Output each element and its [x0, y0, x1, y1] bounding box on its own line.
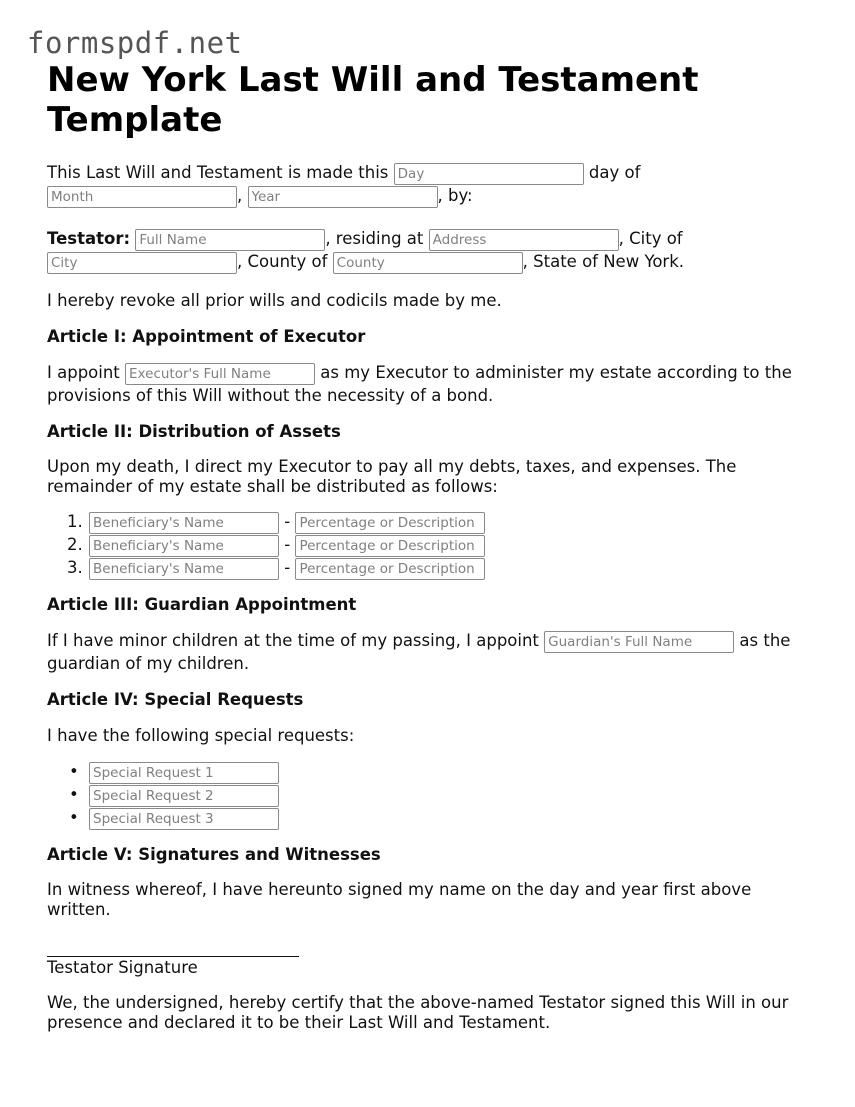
executor-input[interactable] [125, 363, 315, 385]
list-item [67, 511, 807, 534]
beneficiary-number: 1. [67, 512, 83, 531]
beneficiary-name-input[interactable] [89, 558, 279, 580]
year-input[interactable] [248, 186, 438, 208]
article-4-heading: Article IV: Special Requests [47, 690, 304, 709]
special-request-input[interactable] [89, 808, 279, 830]
article-1-text-1: I appoint [47, 363, 120, 382]
beneficiary-share-input[interactable] [295, 558, 485, 580]
article-3-heading: Article III: Guardian Appointment [47, 595, 357, 614]
article-3-text-1: If I have minor children at the time of my passing, I appoint [47, 631, 539, 650]
intro-text-3: , by: [437, 186, 473, 205]
signature-label: Testator Signature [47, 958, 198, 977]
day-input[interactable] [394, 163, 584, 185]
article-3-paragraph [47, 630, 807, 675]
special-request-input[interactable] [89, 785, 279, 807]
page-title: New York Last Will and Testament Template [47, 60, 699, 140]
signature-line[interactable] [47, 934, 299, 957]
list-item [69, 761, 807, 784]
bullet-icon: • [69, 762, 79, 781]
certify-paragraph: We, the undersigned, hereby certify that the above-named Testator signed this Will in our presence and declared it to be their Last Will and Testament. [47, 993, 789, 1032]
beneficiary-name-input[interactable] [89, 535, 279, 557]
list-item [67, 557, 807, 580]
beneficiary-number: 2. [67, 535, 83, 554]
beneficiary-separator: - [284, 512, 291, 531]
article-3-text-2: as the guardian of my children. [47, 631, 791, 673]
article-1-paragraph [47, 362, 807, 407]
state-text: , State of New York. [522, 252, 685, 271]
article-1-heading: Article I: Appointment of Executor [47, 327, 366, 346]
intro-comma: , [237, 186, 243, 205]
article-2-paragraph: Upon my death, I direct my Executor to pay all my debts, taxes, and expenses. The remainder of my estate shall be distributed as follows: [47, 457, 737, 496]
intro-text-1: This Last Will and Testament is made this [47, 163, 389, 182]
article-1-text-2: as my Executor to administer my estate according to the provisions of this Will without the necessity of a bond. [47, 363, 792, 405]
special-requests-list [47, 761, 807, 830]
bullet-icon: • [69, 785, 79, 804]
beneficiary-number: 3. [67, 558, 83, 577]
residing-text: , residing at [325, 229, 424, 248]
beneficiary-separator: - [284, 558, 291, 577]
testator-paragraph [47, 228, 807, 274]
list-item [69, 807, 807, 830]
county-of-text: , County of [237, 252, 328, 271]
city-of-text: , City of [618, 229, 683, 248]
special-request-input[interactable] [89, 762, 279, 784]
guardian-input[interactable] [544, 631, 734, 653]
month-input[interactable] [47, 186, 237, 208]
revoke-paragraph: I hereby revoke all prior wills and codicils made by me. [47, 291, 502, 310]
beneficiary-share-input[interactable] [295, 535, 485, 557]
watermark: formspdf.net [27, 26, 243, 60]
beneficiary-share-input[interactable] [295, 512, 485, 534]
bullet-icon: • [69, 808, 79, 827]
testator-name-input[interactable] [135, 229, 325, 251]
list-item [67, 534, 807, 557]
address-input[interactable] [429, 229, 619, 251]
list-item [69, 784, 807, 807]
article-2-heading: Article II: Distribution of Assets [47, 422, 341, 441]
county-input[interactable] [333, 252, 523, 274]
beneficiary-list [47, 511, 807, 580]
beneficiary-separator: - [284, 535, 291, 554]
article-5-paragraph: In witness whereof, I have hereunto signed my name on the day and year first above written. [47, 880, 752, 919]
testator-label: Testator: [47, 229, 131, 248]
beneficiary-name-input[interactable] [89, 512, 279, 534]
intro-text-2: day of [588, 163, 641, 182]
intro-paragraph [47, 162, 807, 208]
article-5-heading: Article V: Signatures and Witnesses [47, 845, 381, 864]
will-document [47, 60, 807, 1047]
city-input[interactable] [47, 252, 237, 274]
article-4-paragraph: I have the following special requests: [47, 726, 355, 745]
